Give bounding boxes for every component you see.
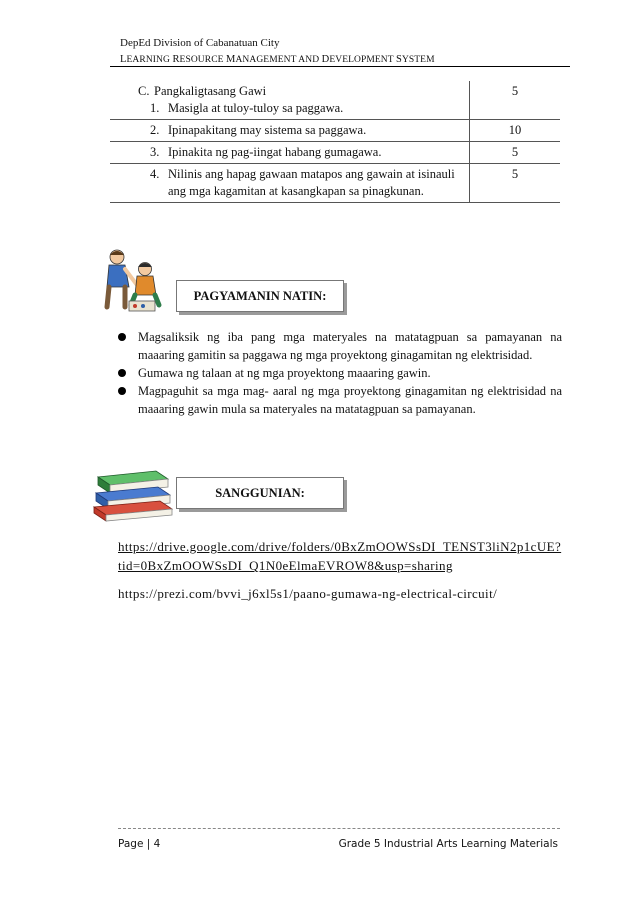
- header-part: ANAGEMENT AND: [235, 55, 322, 65]
- children-working-icon: [95, 245, 163, 315]
- reference-link-prezi: https://prezi.com/bvvi_j6xl5s1/paano-gumawa-ng-electrical-circuit/: [118, 586, 498, 601]
- list-item: [118, 364, 562, 382]
- bullet-icon: [118, 387, 126, 395]
- list-item-text: Magpaguhit sa mga mag- aaral ng mga proyektong ginagamitan ng elektrisidad na maaaring gawin mula sa materyales na matatagpuan sa pamayanan.: [138, 384, 562, 416]
- header-part: M: [226, 54, 236, 65]
- pagyamanin-list: [118, 328, 562, 418]
- section-heading: [114, 83, 465, 100]
- table-row: [110, 120, 560, 142]
- section-label: C.: [138, 84, 150, 98]
- header-rule: [110, 66, 570, 67]
- criteria-cell: [110, 142, 470, 164]
- header-part: EVELOPMENT: [329, 55, 396, 65]
- table-row: [110, 164, 560, 203]
- footer-rule: [118, 828, 560, 829]
- item-text: Masigla at tuloy-tuloy sa paggawa.: [168, 101, 344, 115]
- points-cell: 5: [470, 164, 561, 203]
- header-part: EARNING: [126, 55, 173, 65]
- criteria-cell: [110, 81, 470, 120]
- references: [118, 537, 564, 603]
- list-item-text: Magsaliksik ng iba pang mga materyales na matatagpuan sa pamayanan na maaaring gamitin sa paggawa ng mga proyektong ginagamitan ng elektrisidad.: [138, 330, 562, 362]
- books-stack-icon: [92, 467, 174, 522]
- list-item: [118, 328, 562, 364]
- points-cell: 5: [511, 84, 519, 98]
- header-part: R: [172, 54, 180, 65]
- criteria-cell: [110, 120, 470, 142]
- item-text: Nilinis ang hapag gawaan matapos ang gawain at isinauli ang mga kagamitan at kasangkapan sa pinagkunan.: [168, 167, 455, 198]
- points-cell: 5: [470, 142, 561, 164]
- header-part: S: [395, 54, 402, 65]
- section-title: Pangkaligtasang Gawi: [154, 84, 267, 98]
- item-number: 1.: [150, 101, 160, 115]
- header-division: DepEd Division of Cabanatuan City: [120, 37, 280, 49]
- item-text: Ipinakita ng pag-iingat habang gumagawa.: [168, 145, 382, 159]
- header-part: ESOURCE: [179, 55, 227, 65]
- criteria-cell: [110, 164, 470, 203]
- pagyamanin-heading: PAGYAMANIN NATIN:: [176, 280, 344, 312]
- table-row: [110, 81, 560, 120]
- bullet-icon: [118, 333, 126, 341]
- item-number: 3.: [150, 145, 160, 159]
- header-system: [120, 54, 435, 65]
- header-part: YSTEM: [401, 55, 435, 65]
- item-text: Ipinapakitang may sistema sa paggawa.: [168, 123, 367, 137]
- criteria-item: [114, 166, 465, 200]
- footer-page-number: Page | 4: [118, 838, 161, 850]
- item-number: 4.: [150, 167, 160, 181]
- header-part: D: [321, 54, 330, 65]
- criteria-item: [114, 100, 465, 117]
- table-row: [110, 142, 560, 164]
- criteria-item: [114, 122, 465, 139]
- list-item-text: Gumawa ng talaan at ng mga proyektong maaaring gawin.: [138, 366, 431, 380]
- bullet-icon: [118, 369, 126, 377]
- item-number: 2.: [150, 123, 160, 137]
- criteria-table: [110, 81, 560, 203]
- header-part: L: [120, 54, 127, 65]
- points-cell: 10: [470, 120, 561, 142]
- list-item: [118, 382, 562, 418]
- reference-link-drive[interactable]: https://drive.google.com/drive/folders/0BxZmOOWSsDI_TENST3liN2p1cUE?tid=0BxZmOOWSsDI_Q1N0eElmaEVROW8&usp=sharing: [118, 539, 562, 573]
- footer-title: Grade 5 Industrial Arts Learning Materials: [338, 838, 558, 850]
- sanggunian-heading: SANGGUNIAN:: [176, 477, 344, 509]
- criteria-item: [114, 144, 465, 161]
